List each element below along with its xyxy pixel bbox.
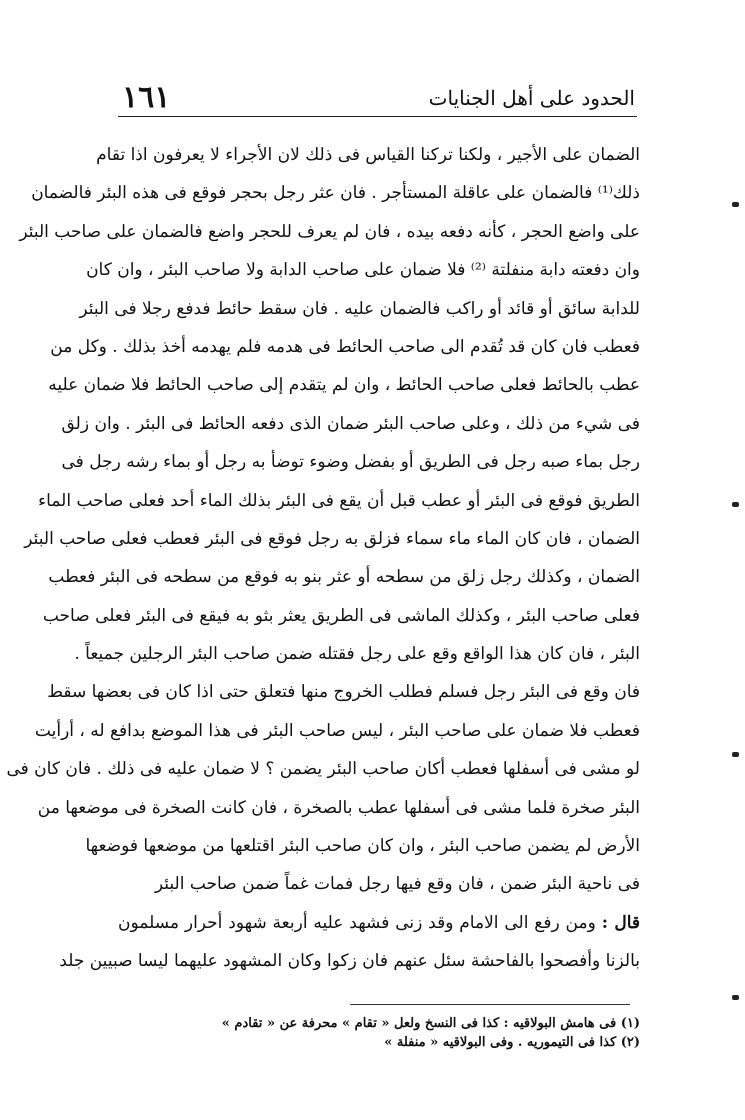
body-line: الضمان ، وكذلك رجل زلق من سطحه أو عثر بنو به فوقع من سطحه فى البئر فعطب bbox=[48, 567, 640, 588]
body-line: ذلك⁽¹⁾ فالضمان على عاقلة المستأجر . فان عثر رجل بحجر فوقع فى هذه البئر فالضمان bbox=[31, 183, 640, 204]
body-line: فى شيء من ذلك ، وعلى صاحب البئر ضمان الذى دفعه الحائط فى البئر . وان زلق bbox=[61, 413, 640, 434]
body-line: الضمان على الأجير ، ولكنا تركنا القياس فى ذلك لان الأجراء لا يعرفون اذا تقام bbox=[96, 145, 640, 165]
body-line: الضمان ، فان كان الماء ماء سماء فزلق به رجل فوقع فى البئر فعطب فعلى صاحب البئر bbox=[24, 528, 640, 549]
body-line: الأرض لم يضمن صاحب البئر ، وان كان صاحب البئر اقتلعها من موضعها فوضعها bbox=[85, 836, 640, 857]
body-line: بالزنا وأفصحوا بالفاحشة سئل عنهم فان زكوا وكان المشهود عليهما ليسا صبيين جلد bbox=[59, 951, 640, 972]
body-line: على واضع الحجر ، كأنه دفعه بيده ، فان لم يعرف للحجر واضع فالضمان على صاحب البئر bbox=[19, 221, 640, 242]
footnote-rule bbox=[350, 1004, 630, 1005]
body-line: فان وقع فى البئر رجل فسلم فطلب الخروج منها فتعلق حتى اذا كان فى بعضها سقط bbox=[47, 682, 640, 703]
page-header bbox=[0, 78, 745, 118]
qal-label: قال : bbox=[601, 912, 640, 933]
body-line: الطريق فوقع فى البئر أو عطب قبل أن يقع فى البئر بذلك الماء أحد فعلى صاحب الماء bbox=[38, 490, 640, 511]
body-line: عطب بالحائط فعلى صاحب الحائط ، وان لم يتقدم إلى صاحب الحائط فلا ضمان عليه bbox=[48, 375, 640, 396]
margin-mark bbox=[732, 752, 739, 757]
body-line: للدابة سائق أو قائد أو راكب فالضمان عليه . فان سقط حائط فدفع رجلا فى البئر bbox=[79, 298, 640, 319]
body-line: فعطب فلا ضمان على صاحب البئر ، ليس صاحب البئر فى هذا الموضع بدافع له ، أرأيت bbox=[34, 720, 640, 741]
body-line: لو مشى فى أسفلها فعطب أكان صاحب البئر يضمن ؟ لا ضمان عليه فى ذلك . فان كان فى bbox=[6, 759, 640, 780]
body-line: فعلى صاحب البئر ، وكذلك الماشى فى الطريق يعثر بثو به فيقع فى البئر فعلى صاحب bbox=[42, 605, 640, 626]
margin-mark bbox=[732, 995, 739, 1000]
body-line: فى ناحية البئر ضمن ، فان وقع فيها رجل فمات غماً ضمن صاحب البئر bbox=[154, 874, 640, 895]
running-head: الحدود على أهل الجنايات bbox=[428, 86, 635, 110]
margin-mark bbox=[732, 502, 739, 507]
body-line: البئر ، فان كان هذا الواقع وقع على رجل فقتله ضمن صاحب البئر الرجلين جميعاً . bbox=[74, 644, 640, 665]
body-line: فعطب فان كان قد تُقدم الى صاحب الحائط فى هدمه فلم يهدمه أخذ بذلك . وكل من bbox=[50, 336, 640, 357]
body-line-text: ومن رفع الى الامام وقد زنى فشهد عليه أربعة شهود أحرار مسلمون bbox=[118, 912, 596, 933]
header-rule bbox=[118, 116, 637, 117]
body-line: وان دفعته دابة منفلتة ⁽²⁾ فلا ضمان على صاحب الدابة ولا صاحب البئر ، وان كان bbox=[86, 260, 640, 281]
margin-mark bbox=[732, 202, 739, 207]
page-number: ١٦١ bbox=[122, 80, 171, 115]
body-line: رجل بماء صبه رجل فى الطريق أو بفضل وضوء توضأ به رجل أو بماء رشه رجل فى bbox=[61, 452, 640, 473]
footnotes bbox=[221, 1014, 640, 1052]
body-text bbox=[6, 136, 640, 981]
footnote: (١) فى هامش البولاقيه : كذا فى النسخ ولعل « تقام » محرفة عن « تقادم » bbox=[221, 1016, 640, 1031]
body-line: البئر صخرة فلما مشى فى أسفلها عطب بالصخرة ، فان كانت الصخرة فى موضعها من bbox=[37, 797, 640, 818]
body-line bbox=[118, 904, 640, 942]
footnote: (٢) كذا فى التيموريه . وفى البولاقيه « منفلة » bbox=[384, 1035, 640, 1050]
